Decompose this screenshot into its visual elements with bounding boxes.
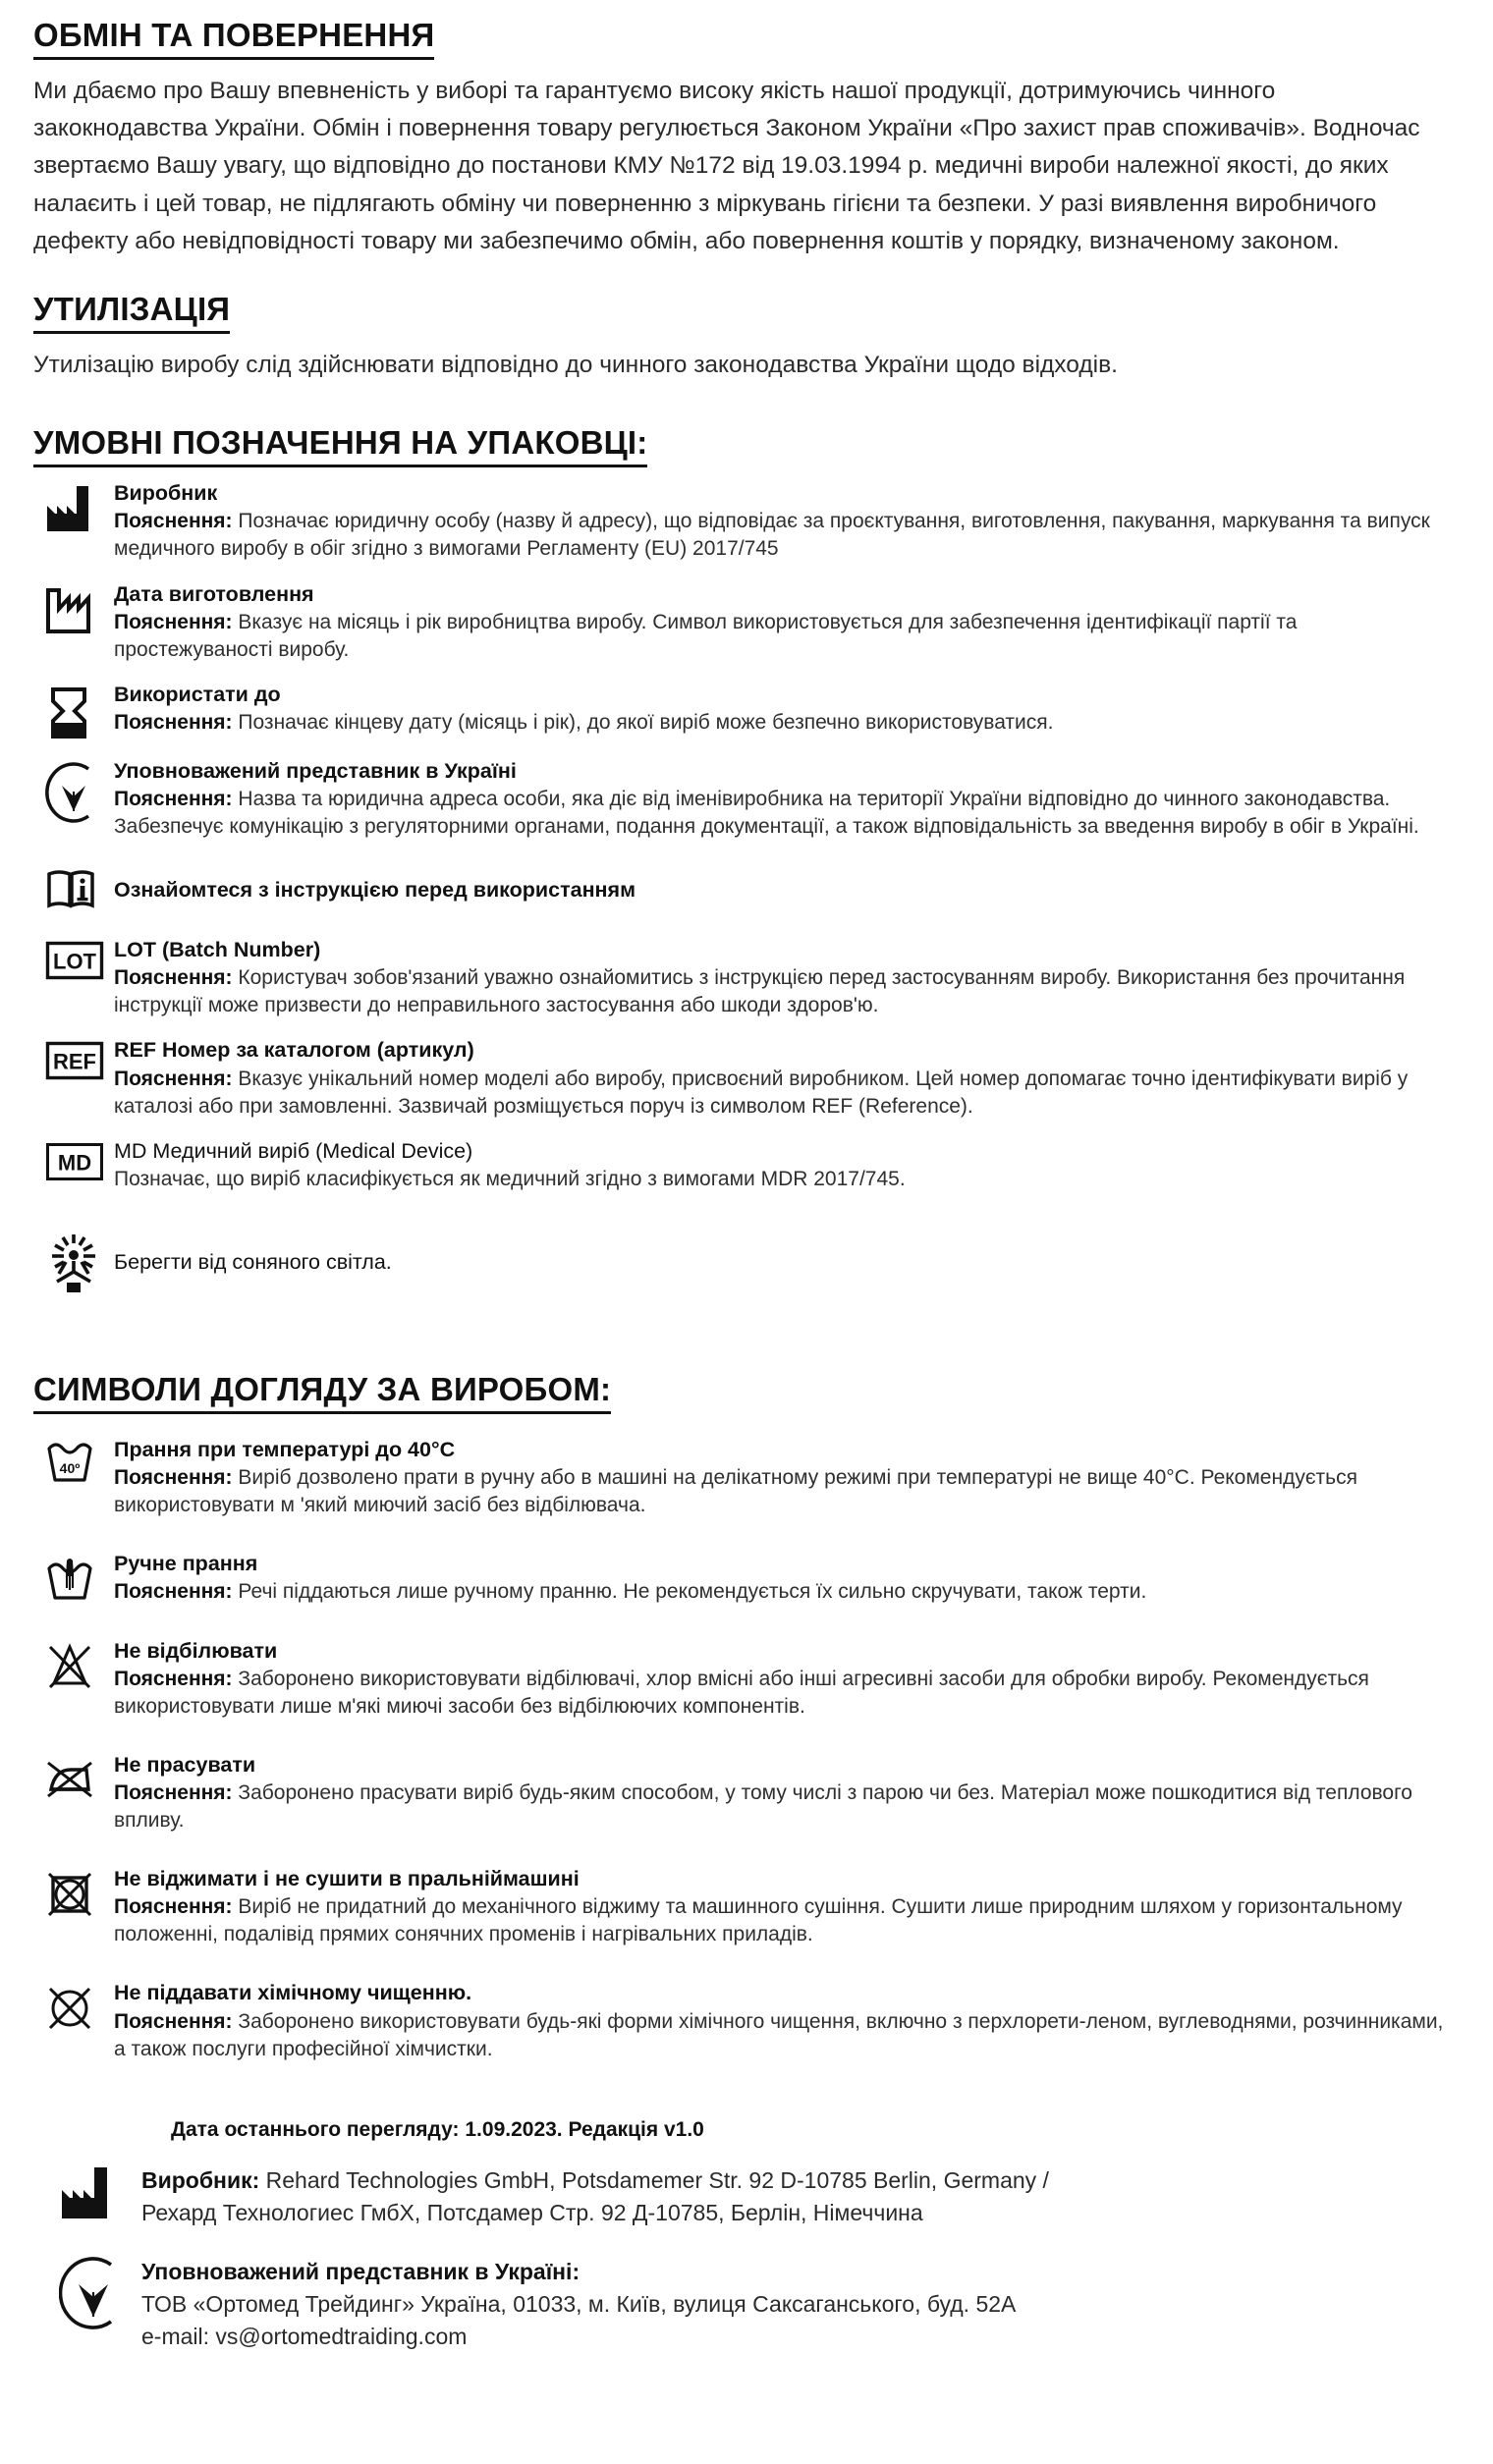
symbol-body — [114, 1249, 1460, 1276]
explanation-label: Пояснення: — [114, 787, 233, 810]
keep-away-from-sunlight-icon — [33, 1232, 114, 1293]
wash-temp-label: 40º — [59, 1459, 81, 1476]
symbol-name: REF Номер за каталогом (артикул) — [114, 1038, 474, 1063]
symbol-description — [114, 2008, 1460, 2063]
representative-title: Уповноважений представник в Україні: — [141, 2258, 581, 2284]
symbol-description — [114, 1780, 1460, 1834]
spacer — [33, 2095, 1460, 2116]
symbol-description — [114, 1464, 1460, 1519]
symbol-body — [114, 937, 1460, 1019]
symbol-body — [114, 1752, 1460, 1834]
do-not-dry-clean-icon — [33, 1980, 114, 2033]
factory-solid-icon — [33, 480, 114, 533]
section-heading-disposal: УТИЛІЗАЦІЯ — [33, 292, 230, 334]
spacer — [33, 270, 1460, 292]
symbol-body — [114, 758, 1460, 841]
explanation-label: Пояснення: — [114, 1067, 233, 1090]
disposal-paragraph: Утилізацію виробу слід здійснювати відповідно до чинного законодавства України щодо відходів. — [33, 352, 1118, 378]
care-symbol-row — [33, 1980, 1460, 2062]
symbol-description — [114, 609, 1460, 664]
exchange-paragraph: Ми дбаємо про Вашу впевненість у виборі та гарантуємо високу якість нашої продукції, дотримуючись чинного закокнодавства України. Обмін і повернення товару регулюється Законом України «Про захист прав споживачів». Водночас звертаємо Вашу увагу, що відповідно до постанови КМУ №172 від 19.03.1994 р. медичні вироби належної якості, до яких налаєить і цей товар, не підлягають обміну чи поверненню з міркувань гігієни та безпеки. У разі виявлення виробничого дефекту або невідповідності товару ми забезпечимо обмін, або повернення коштів у порядку, визначеному законом. — [33, 77, 1420, 254]
symbol-description — [114, 1578, 1460, 1606]
symbol-body — [114, 1037, 1460, 1120]
manufacturer-text — [141, 2161, 1460, 2230]
do-not-bleach-icon — [33, 1638, 114, 1691]
wash-40-icon — [33, 1437, 114, 1486]
symbol-row — [33, 682, 1460, 740]
symbol-description — [114, 964, 1460, 1019]
spacer — [33, 1350, 1460, 1372]
explanation-text: Користувач зобов'язаний уважно ознайомитись з інструкцією перед застосуванням виробу. Використання без прочитання інструкції може призвести до неправильного застосування або шкоди здоров'ю. — [114, 966, 1406, 1017]
symbol-name: Дата виготовлення — [114, 581, 314, 606]
ref-icon — [33, 1037, 114, 1080]
symbol-name: Не віджимати і не сушити в пральніймашині — [114, 1867, 580, 1891]
do-not-iron-icon — [33, 1752, 114, 1801]
symbol-name: Берегти від соняного світла. — [114, 1250, 392, 1275]
care-symbol-row — [33, 1437, 1460, 1519]
explanation-text: Виріб дозволено прати в ручну або в машині на делікатному режимі при температурі не вище 40°C. Рекомендується використовувати м 'який миючий засіб без відбілювача. — [114, 1466, 1357, 1517]
care-symbol-row — [33, 1638, 1460, 1721]
ukraine-conformity-icon — [33, 2252, 141, 2330]
section-heading-package-symbols: УМОВНІ ПОЗНАЧЕННЯ НА УПАКОВЦІ: — [33, 425, 647, 467]
symbol-name: Ознайомтеся з інструкцією перед використанням — [114, 877, 636, 902]
symbol-row — [33, 1037, 1460, 1120]
explanation-label: Пояснення: — [114, 1780, 233, 1804]
lot-icon — [33, 937, 114, 980]
symbol-name: Не відбілювати — [114, 1638, 278, 1663]
symbol-body — [114, 1638, 1460, 1721]
svg-text:LOT: LOT — [53, 949, 96, 974]
symbol-row — [33, 480, 1460, 563]
care-symbols-title-wrap — [33, 1372, 1460, 1427]
symbol-row — [33, 1138, 1460, 1193]
symbol-name: MD Медичний виріб (Medical Device) — [114, 1138, 473, 1163]
explanation-text: Вказує унікальний номер моделі або виробу, присвоєний виробником. Цей номер допомагає точно ідентифікувати виріб у каталозі або при замовленні. Зазвичай розміщується поруч із символом REF (Reference). — [114, 1067, 1409, 1118]
symbol-row-consult-ifu — [33, 868, 1460, 911]
explanation-text: Заборонено прасувати виріб будь-яким способом, у тому числі з парою чи без. Матеріал може пошкодитися від теплового впливу. — [114, 1780, 1412, 1833]
symbol-row — [33, 758, 1460, 841]
symbol-body — [114, 1551, 1460, 1606]
explanation-label: Пояснення: — [114, 1667, 233, 1690]
symbol-body — [114, 682, 1460, 737]
explanation-label: Пояснення: — [114, 610, 233, 633]
explanation-label: Пояснення: — [114, 966, 233, 990]
symbol-description — [114, 709, 1460, 737]
symbol-description — [114, 1666, 1460, 1721]
symbol-name: Не піддавати хімічному чищенню. — [114, 1981, 472, 2005]
factory-outline-icon — [33, 581, 114, 634]
symbol-row — [33, 937, 1460, 1019]
symbol-body — [114, 1866, 1460, 1948]
symbol-name: LOT (Batch Number) — [114, 938, 321, 962]
disposal-title-wrap — [33, 292, 1460, 347]
explanation-text: Вказує на місяць і рік виробництва виробу. Символ використовується для забезпечення ідентифікації партії та простежуваності виробу. — [114, 610, 1298, 661]
spacer — [33, 1427, 1460, 1437]
manufacturer-address-latin: Rehard Technologies GmbH, Potsdamemer Str. 92 D-10785 Berlin, Germany / — [259, 2167, 1049, 2194]
symbol-name: Виробник — [114, 481, 218, 506]
symbol-description — [114, 1893, 1460, 1948]
hourglass-icon — [33, 682, 114, 740]
md-icon — [33, 1138, 114, 1181]
spacer — [33, 1211, 1460, 1232]
section-heading-exchange: ОБМІН ТА ПОВЕРНЕННЯ — [33, 18, 434, 60]
revision-date: Дата останнього перегляду: 1.09.2023. Редакція v1.0 — [171, 2117, 704, 2141]
hand-wash-icon — [33, 1551, 114, 1604]
symbol-description — [114, 786, 1460, 841]
symbol-description — [114, 508, 1460, 563]
explanation-label: Пояснення: — [114, 1895, 233, 1919]
symbol-description — [114, 1066, 1460, 1121]
symbol-body — [114, 1437, 1460, 1519]
representative-address: ТОВ «Ортомед Трейдинг» Україна, 01033, м. Київ, вулиця Саксаганського, буд. 52А — [141, 2291, 1017, 2318]
symbol-name: Використати до — [114, 682, 281, 706]
care-symbol-row — [33, 1752, 1460, 1834]
consult-instructions-icon — [33, 868, 114, 911]
do-not-tumble-dry-icon — [33, 1866, 114, 1919]
explanation-label: Пояснення: — [114, 1466, 233, 1490]
care-symbol-row — [33, 1551, 1460, 1606]
symbol-body — [114, 581, 1460, 664]
svg-text:REF: REF — [53, 1049, 96, 1074]
representative-block — [33, 2252, 1460, 2354]
manufacturer-block — [33, 2161, 1460, 2230]
symbol-name: Ручне прання — [114, 1552, 258, 1576]
care-symbol-row — [33, 1866, 1460, 1948]
symbol-body — [114, 480, 1460, 563]
svg-text:MD: MD — [57, 1150, 92, 1176]
manufacturer-address-cyrillic: Рехард Технологиес ГмбХ, Потсдамер Стр. 92 Д-10785, Берлін, Німеччина — [141, 2200, 923, 2226]
spacer — [33, 1319, 1460, 1350]
explanation-text: Назва та юридична адреса особи, яка діє від іменівиробника на території України відповідно до чинного законодавства. Забезпечує комунікацію з регуляторними органами, подання документації, а також відповідальність за введення виробу в обіг в Україні. — [114, 787, 1419, 839]
symbol-row-sunlight — [33, 1232, 1460, 1293]
spacer — [33, 858, 1460, 868]
section-heading-care-symbols: СИМВОЛИ ДОГЛЯДУ ЗА ВИРОБОМ: — [33, 1372, 611, 1414]
representative-email: e-mail: vs@ortomedtraiding.com — [141, 2324, 468, 2350]
manufacturer-label: Виробник: — [141, 2167, 260, 2194]
explanation-text: Позначає кінцеву дату (місяць і рік), до якої виріб може безпечно використовуватися. — [232, 710, 1054, 734]
representative-text — [141, 2252, 1460, 2354]
explanation-text: Заборонено використовувати будь-які форми хімічного чищення, включно з перхлорети-леном, вуглеводнями, розчинниками, а також послуги професійної хімчистки. — [114, 2009, 1444, 2060]
explanation-label: Пояснення: — [114, 1580, 233, 1604]
symbol-name: Уповноважений представник в Україні — [114, 758, 517, 783]
symbol-body — [114, 1138, 1460, 1193]
symbol-body — [114, 1980, 1460, 2062]
explanation-text: Заборонено використовувати відбілювачі, хлор вмісні або інші агресивні засоби для обробки виробу. Рекомендується використовувати лише м'які миючі засоби без відбілюючих компонентів. — [114, 1667, 1369, 1718]
ukraine-conformity-icon — [33, 758, 114, 823]
explanation-text: Позначає, що виріб класифікується як медичний згідно з вимогами MDR 2017/745. — [114, 1167, 906, 1190]
explanation-label: Пояснення: — [114, 2009, 233, 2033]
explanation-text: Позначає юридичну особу (назву й адресу), що відповідає за проєктування, виготовлення, пакування, маркування та випуск медичного виробу в обіг згідно з вимогами Регламенту (EU) 2017/745 — [114, 510, 1430, 561]
symbol-name: Не прасувати — [114, 1752, 256, 1777]
explanation-label: Пояснення: — [114, 710, 233, 734]
symbol-name: Прання при температурі до 40°C — [114, 1437, 456, 1461]
explanation-label: Пояснення: — [114, 510, 233, 533]
symbol-body — [114, 877, 1460, 903]
explanation-text: Виріб не придатний до механічного віджиму та машинного сушіння. Сушити лише природним шляхом у горизонтальному положенні, подалівід прямих сонячних променів і нагрівальних приладів. — [114, 1895, 1403, 1946]
spacer — [33, 394, 1460, 425]
package-symbols-title-wrap — [33, 425, 1460, 480]
factory-solid-icon — [33, 2161, 141, 2221]
exchange-title-wrap — [33, 18, 1460, 73]
explanation-text: Речі піддаються лише ручному пранню. Не рекомендується їх сильно скручувати, також терти. — [232, 1580, 1147, 1604]
manufacturer-line-1 — [141, 2164, 1460, 2197]
symbol-description — [114, 1166, 1460, 1193]
symbol-row — [33, 581, 1460, 664]
